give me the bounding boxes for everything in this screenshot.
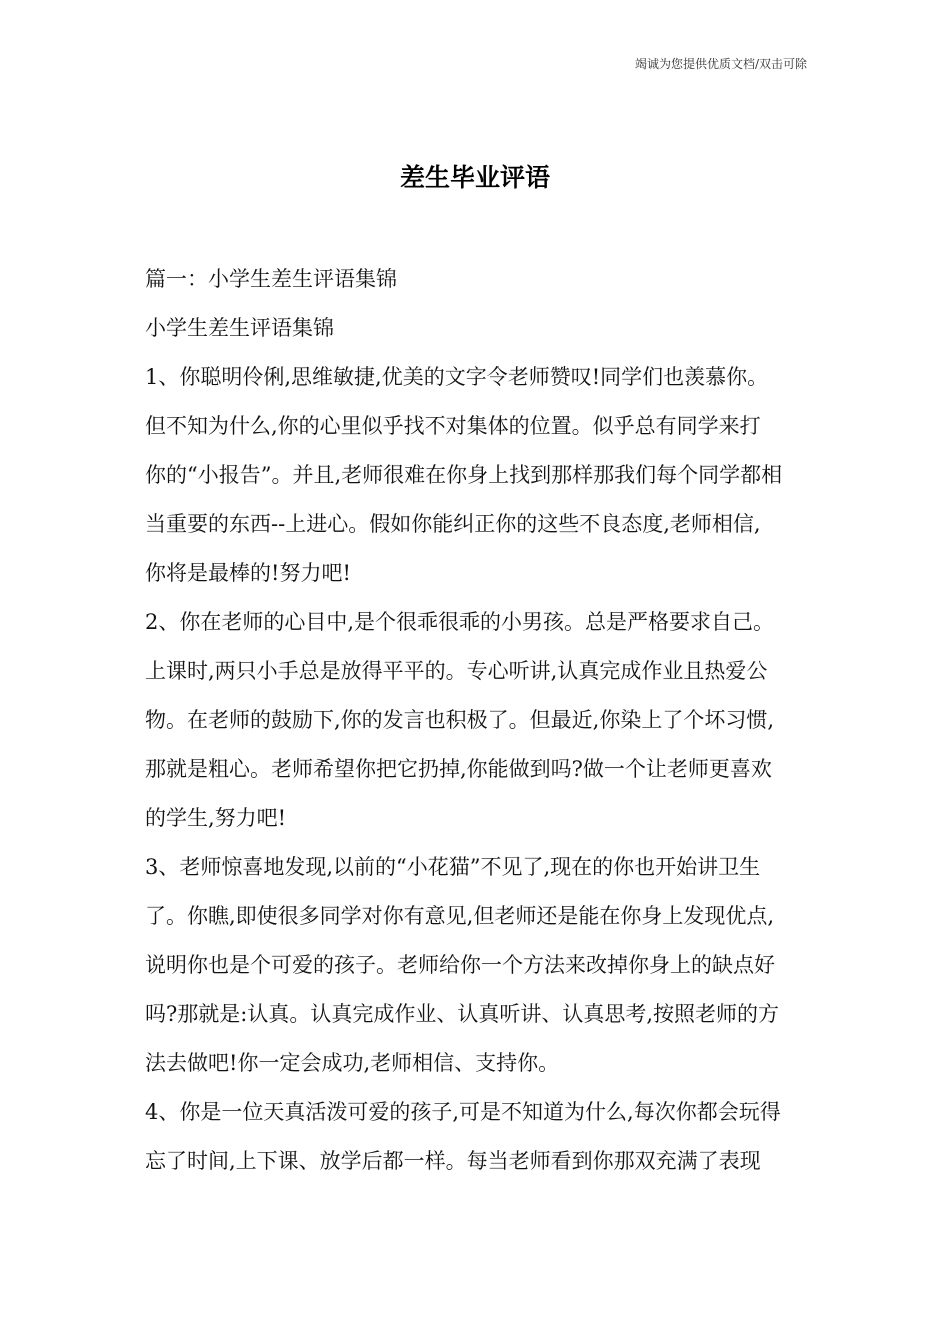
paragraph-line: 法去做吧!你一定会成功,老师相信、支持你。 [145,1051,560,1075]
paragraph-line: 吗?那就是:认真。认真完成作业、认真听讲、认真思考,按照老师的方 [145,1002,780,1026]
paragraph-line: 1、你聪明伶俐,思维敏捷,优美的文字令老师赞叹!同学们也羡慕你。 [145,365,769,389]
paragraph-line: 但不知为什么,你的心里似乎找不对集体的位置。似乎总有同学来打 [145,414,761,438]
paragraph-line: 那就是粗心。老师希望你把它扔掉,你能做到吗?做一个让老师更喜欢 [145,757,772,781]
document-body [145,255,807,1186]
subsection-heading: 小学生差生评语集锦 [145,316,334,340]
paragraph-line: 忘了时间,上下课、放学后都一样。每当老师看到你那双充满了表现 [145,1149,761,1173]
paragraph-line: 你将是最棒的!努力吧! [145,561,351,585]
paragraph-line: 说明你也是个可爱的孩子。老师给你一个方法来改掉你身上的缺点好 [145,953,775,977]
paragraph-line: 上课时,两只小手总是放得平平的。专心听讲,认真完成作业且热爱公 [145,659,768,683]
paragraph-line: 2、你在老师的心目中,是个很乖很乖的小男孩。总是严格要求自己。 [145,610,775,634]
document-title: 差生毕业评语 [399,163,550,192]
paragraph-line: 4、你是一位天真活泼可爱的孩子,可是不知道为什么,每次你都会玩得 [145,1100,781,1124]
paragraph-line: 你的“小报告”。并且,老师很难在你身上找到那样那我们每个同学都相 [145,463,783,487]
paragraph-line: 的学生,努力吧! [145,806,287,830]
paragraph-line: 物。在老师的鼓励下,你的发言也积极了。但最近,你染上了个坏习惯, [145,708,775,732]
paragraph-line: 了。你瞧,即使很多同学对你有意见,但老师还是能在你身上发现优点, [145,904,775,928]
paragraph-line: 当重要的东西--上进心。假如你能纠正你的这些不良态度,老师相信, [145,512,761,536]
header-note: 竭诚为您提供优质文档/双击可除 [634,57,807,71]
section-heading: 篇一：小学生差生评语集锦 [145,267,397,291]
paragraph-line: 3、老师惊喜地发现,以前的“小花猫”不见了,现在的你也开始讲卫生 [145,855,761,879]
